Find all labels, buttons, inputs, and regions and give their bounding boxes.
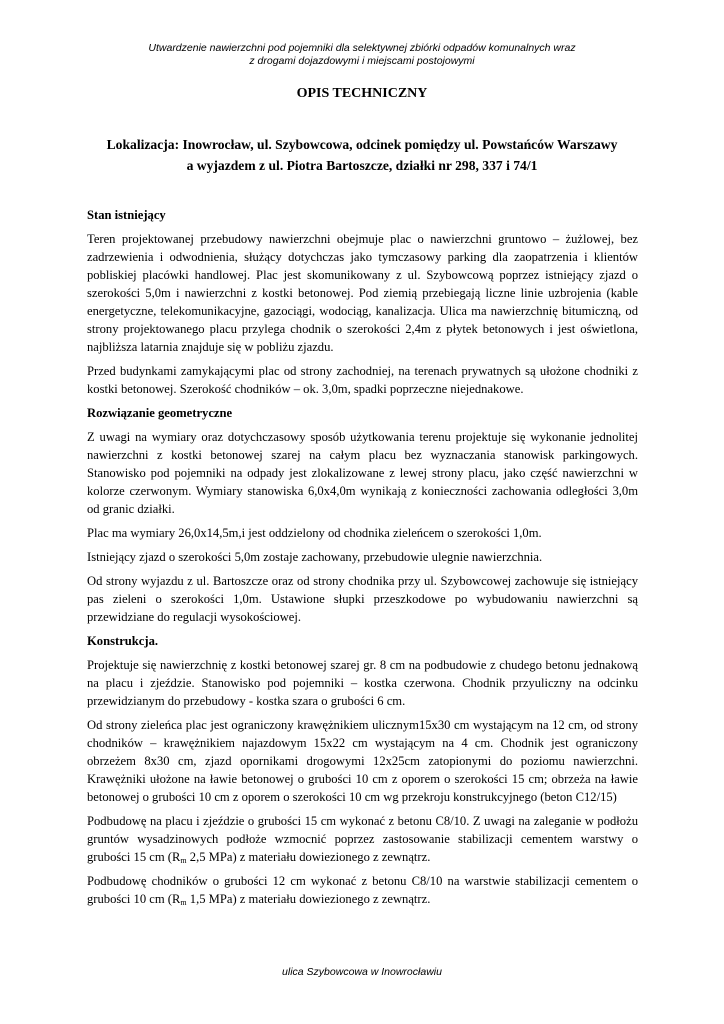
document-body (87, 206, 638, 914)
header-line-2: z drogami dojazdowymi i miejscami postojowymi (249, 55, 475, 67)
text-run: 1,5 MPa) z materiału dowiezionego z zewnątrz. (186, 892, 431, 906)
section-heading-geometry: Rozwiązanie geometryczne (87, 406, 233, 420)
text-run: Podbudowę na placu i zjeździe o grubości 15 cm wykonać z betonu C8/10. Z uwagi na zaleganie w podłożu gruntów wysadzinowych podłoże wzmocnić poprzez zastosowanie stabilizacji cementem warstwy o grubości 15 cm (R (87, 814, 638, 864)
paragraph: Z uwagi na wymiary oraz dotychczasowy sposób użytkowania terenu projektuje się wykonanie jednolitej nawierzchni z kostki betonowej szarej na całym placu bez wyznaczania stanowisk parkingowych. Stanowisko pod pojemniki na odpady jest zlokalizowane z lewej strony placu, jako część nawierzchni w kolorze czerwonym. Wymiary stanowiska 6,0x4,0m wynikają z konieczności zachowania odległości 3,0m od granic działki. (87, 430, 638, 516)
subscript: m (180, 898, 187, 907)
text-run: 2,5 MPa) z materiału dowiezionego z zewnątrz. (186, 850, 431, 864)
running-header (60, 42, 664, 68)
paragraph (87, 872, 638, 908)
document-title: OPIS TECHNICZNY (296, 86, 428, 101)
section-heading-existing: Stan istniejący (87, 208, 166, 222)
paragraph (87, 812, 638, 866)
paragraph: Projektuje się nawierzchnię z kostki betonowej szarej gr. 8 cm na podbudowie z chudego betonu jednakową na placu i zjeździe. Stanowisko pod pojemniki – kostka czerwona. Chodnik przyuliczny na odcinku przewidzianym do przebudowy - kostka szara o grubości 6 cm. (87, 658, 638, 708)
paragraph: Od strony zieleńca plac jest ograniczony krawężnikiem ulicznym15x30 cm wystającym na 12 cm, od strony chodników – krawężnikiem najazdowym 15x22 cm wystającym na 4 cm. Chodnik jest ograniczony obrzeżem 8x30 cm, zjazd opornikami drogowymi 12x25cm zatopionymi do poziomu nawierzchni. Krawężniki ułożone na ławie betonowej o grubości 10 cm z oporem o szerokości 15 cm; obrzeża na ławie betonowej o grubości 10 cm z oporem o szerokości 10 cm wg przekroju konstrukcyjnego (beton C12/15) (87, 718, 638, 804)
paragraph: Przed budynkami zamykającymi plac od strony zachodniej, na terenach prywatnych są ułożone chodniki z kostki betonowej. Szerokość chodników – ok. 3,0m, spadki poprzeczne niejednakowe. (87, 364, 638, 396)
location-line-1: Lokalizacja: Inowrocław, ul. Szybowcowa, odcinek pomiędzy ul. Powstańców Warszawy (106, 137, 618, 152)
paragraph: Plac ma wymiary 26,0x14,5m,i jest oddzielony od chodnika zieleńcem o szerokości 1,0m. (87, 526, 542, 540)
header-line-1: Utwardzenie nawierzchni pod pojemniki dla selektywnej zbiórki odpadów komunalnych wraz (148, 42, 576, 54)
section-heading-construction: Konstrukcja. (87, 634, 159, 648)
paragraph: Istniejący zjazd o szerokości 5,0m zostaje zachowany, przebudowie ulegnie nawierzchnia. (87, 550, 543, 564)
location-line-2: a wyjazdem z ul. Piotra Bartoszcze, działki nr 298, 337 i 74/1 (186, 158, 538, 173)
text-run: Podbudowę chodników o grubości 12 cm wykonać z betonu C8/10 na warstwie stabilizacji cementem o grubości 10 cm (R (87, 874, 638, 906)
location-heading (80, 134, 644, 176)
paragraph: Od strony wyjazdu z ul. Bartoszcze oraz od strony chodnika przy ul. Szybowcowej zachowuje się istniejący pas zieleni o szerokości 1,0m. Ustawione słupki przeszkodowe po wybudowaniu nawierzchni są przewidziane do regulacji wysokościowej. (87, 574, 638, 624)
running-footer: ulica Szybowcowa w Inowrocławiu (282, 966, 442, 978)
paragraph: Teren projektowanej przebudowy nawierzchni obejmuje plac o nawierzchni gruntowo – żużlowej, bez zadrzewienia i odwodnienia, służący dotychczas jako tymczasowy parking dla zaopatrzenia i klientów pobliskiej placówki handlowej. Plac jest skomunikowany z ul. Szybowcową poprzez istniejący zjazd o szerokości 5,0m i nawierzchni z kostki betonowej. Pod ziemią przebiegają liczne linie uzbrojenia (kable energetyczne, telekomunikacyjne, gazociągi, wodociąg, kanalizacja. Ulica ma nawierzchnię bitumiczną, od strony projektowanego placu przylega chodnik o szerokości 2,4m z płytek betonowych i jest oświetlona, najbliższa latarnia znajduje się w pobliżu zjazdu. (87, 232, 638, 354)
subscript: m (180, 856, 187, 865)
